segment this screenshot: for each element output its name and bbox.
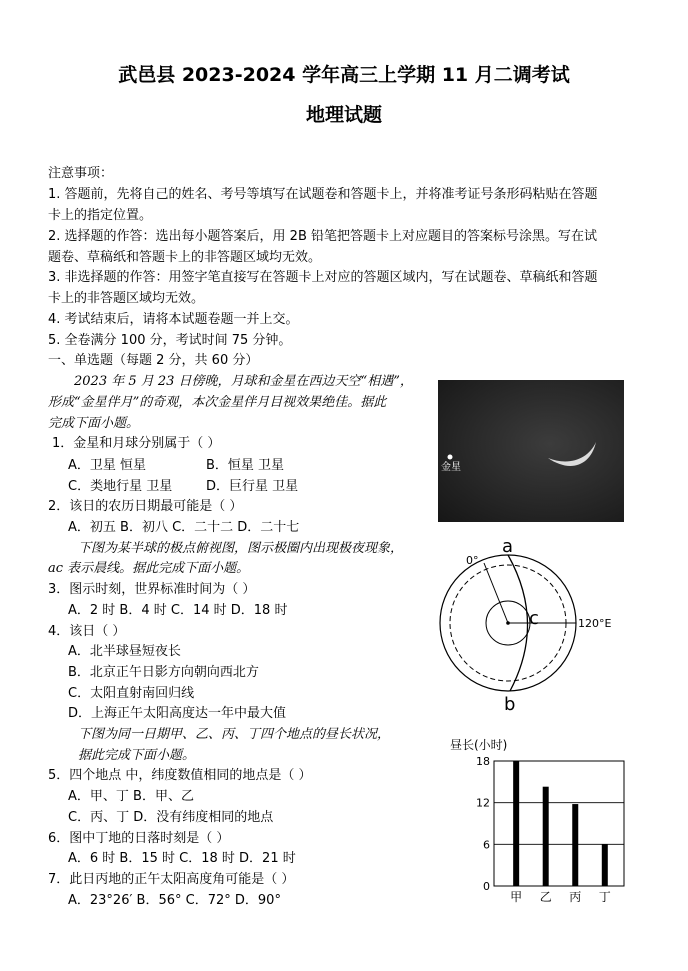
bar bbox=[572, 804, 578, 886]
venus-dot bbox=[448, 455, 453, 460]
passage-text: 2023 年 5 月 23 日傍晚，月球和金星在西边天空“相遇”， bbox=[74, 374, 413, 389]
label-c: c bbox=[529, 608, 539, 629]
passage-text: 形成“金星伴月”的奇观，本次金星伴月目视效果绝佳。据此 bbox=[48, 395, 387, 410]
subject-title: 地理试题 bbox=[305, 104, 382, 126]
options-line: A．6 时 B．15 时 C．18 时 D．21 时 bbox=[68, 851, 296, 866]
passage-text: ac 表示晨线。据此完成下面小题。 bbox=[48, 561, 250, 576]
notes-line: 3. 非选择题的作答：用签字笔直接写在答题卡上对应的答题区域内，写在试题卷、草稿纸和答题 bbox=[48, 270, 598, 285]
options-line: A．初五 B．初八 C．二十二 D．二十七 bbox=[68, 520, 300, 535]
x-tick-label: 甲 bbox=[510, 890, 523, 904]
options-line: A．甲、丁 B．甲、乙 bbox=[68, 789, 194, 804]
option-b: B．恒星 卫星 bbox=[206, 458, 285, 473]
question-stem: 2．该日的农历日期最可能是（ ） bbox=[48, 499, 243, 514]
notes-line: 1. 答题前，先将自己的姓名、考号等填写在试题卷和答题卡上，并将准考证号条形码粘贴在答题 bbox=[48, 187, 598, 202]
option-d: D．上海正午太阳高度达一年中最大值 bbox=[68, 706, 287, 721]
passage-text: 完成下面小题。 bbox=[48, 416, 140, 431]
chart-ylabel: 昼长(小时) bbox=[450, 738, 508, 752]
option-b: B．北京正午日影方向朝向西北方 bbox=[68, 665, 259, 680]
exam-title: 武邑县 2023-2024 学年高三上学期 11 月二调考试 bbox=[118, 64, 570, 86]
chart-plot-area bbox=[476, 755, 624, 904]
notes-heading: 注意事项： bbox=[48, 166, 114, 181]
option-c: C．类地行星 卫星 bbox=[68, 479, 173, 494]
options-line: A．23°26′ B．56° C．72° D．90° bbox=[68, 893, 281, 908]
crescent-moon bbox=[548, 442, 596, 466]
polar-view-diagram bbox=[436, 536, 626, 716]
day-length-chart bbox=[450, 735, 630, 910]
bar bbox=[513, 761, 519, 886]
venus-moon-photo bbox=[438, 380, 624, 522]
y-tick-label: 18 bbox=[476, 755, 490, 768]
notes-line: 4. 考试结束后，请将本试题卷题一并上交。 bbox=[48, 312, 299, 327]
question-stem: 6．图中丁地的日落时刻是（ ） bbox=[48, 831, 230, 846]
options-line: A．2 时 B．4 时 C．14 时 D．18 时 bbox=[68, 603, 288, 618]
venus-label: 金星 bbox=[441, 462, 461, 473]
pole-dot bbox=[506, 621, 510, 625]
bar bbox=[602, 844, 608, 886]
question-stem: 4．该日（ ） bbox=[48, 624, 126, 639]
label-a: a bbox=[502, 536, 514, 557]
label-zero: 0° bbox=[466, 554, 479, 567]
question-stem: 7．此日丙地的正午太阳高度角可能是（ ） bbox=[48, 872, 295, 887]
notes-line: 5. 全卷满分 100 分，考试时间 75 分钟。 bbox=[48, 333, 292, 348]
notes-line: 卡上的非答题区域均无效。 bbox=[48, 291, 205, 306]
question-stem: 1．金星和月球分别属于（ ） bbox=[52, 436, 221, 451]
label-120e: 120°E bbox=[578, 617, 612, 630]
section-heading: 一、单选题（每题 2 分，共 60 分） bbox=[48, 353, 259, 368]
option-a: A．北半球昼短夜长 bbox=[68, 644, 181, 659]
notes-line: 题卷、草稿纸和答题卡上的非答题区域均无效。 bbox=[48, 250, 322, 265]
passage-text: 下图为同一日期甲、乙、丙、丁四个地点的昼长状况， bbox=[78, 727, 391, 742]
passage-text: 据此完成下面小题。 bbox=[78, 748, 196, 763]
option-d: D．巨行星 卫星 bbox=[206, 479, 299, 494]
y-tick-label: 6 bbox=[483, 838, 490, 852]
x-tick-label: 丁 bbox=[598, 890, 611, 904]
x-tick-label: 丙 bbox=[569, 890, 582, 904]
question-stem: 5．四个地点 中，纬度数值相同的地点是（ ） bbox=[48, 768, 312, 783]
options-line: C．丙、丁 D．没有纬度相同的地点 bbox=[68, 810, 274, 825]
y-tick-label: 0 bbox=[483, 880, 490, 893]
option-a: A．卫星 恒星 bbox=[68, 458, 147, 473]
y-tick-label: 12 bbox=[476, 796, 490, 810]
notes-line: 2. 选择题的作答：选出每小题答案后，用 2B 铅笔把答题卡上对应题目的答案标号涂黑。写在试 bbox=[48, 229, 597, 244]
question-stem: 3．图示时刻，世界标准时间为（ ） bbox=[48, 582, 256, 597]
option-c: C．太阳直射南回归线 bbox=[68, 686, 195, 701]
venus-moon-illustration bbox=[438, 380, 624, 522]
bar bbox=[543, 787, 549, 886]
label-b: b bbox=[504, 694, 516, 715]
x-tick-label: 乙 bbox=[539, 890, 552, 904]
notes-line: 卡上的指定位置。 bbox=[48, 208, 153, 223]
passage-text: 下图为某半球的极点俯视图，图示极圈内出现极夜现象， bbox=[78, 541, 404, 556]
